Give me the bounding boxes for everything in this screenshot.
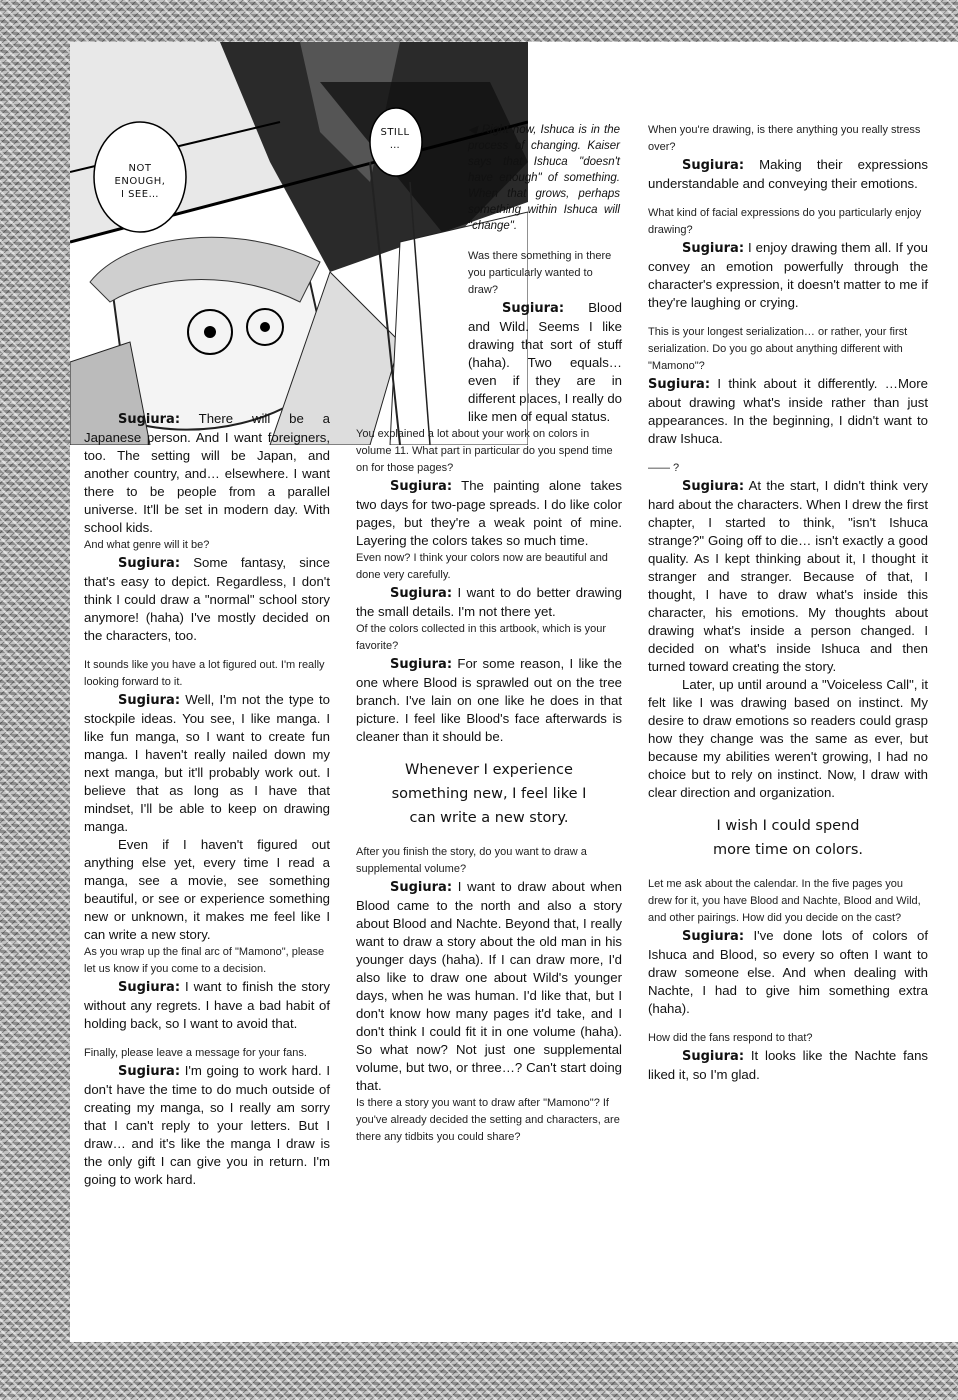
answer-5: Sugiura: I've done lots of colors of Ishuca and Blood, so every so often I want to draw someone else. And when dealing with Nachte, I had to give him something extra (haha). [648, 928, 928, 1016]
question-2: What kind of facial expressions do you particularly enjoy drawing? [648, 207, 922, 236]
speaker-label: Sugiura: [118, 1064, 181, 1079]
speaker-label: Sugiura: [682, 1049, 745, 1064]
answer-3: Sugiura: Well, I'm not the type to stockpile ideas. You see, I like manga. I like fun manga, so I want to create fun manga. I haven't really nailed down my next manga, but it'll probably work out. I believe that as long as I have that mindset, I'll be able to keep on drawing manga. [84, 692, 330, 834]
question-2: You explained a lot about your work on colors in volume 11. What part in particular do you spend time on for those pages? [356, 428, 613, 474]
question-5: Finally, please leave a message for your fans. [84, 1047, 307, 1059]
question-5: After you finish the story, do you want to draw a supplemental volume? [356, 846, 587, 875]
speaker-label: Sugiura: [682, 158, 745, 173]
question-6: How did the fans respond to that? [648, 1032, 813, 1044]
answer-4: Sugiura: At the start, I didn't think very hard about the characters. When I drew the first chapter, I started to think, "isn't Ishuca strange?" Going off to die… isn't exactly a good quality. As I kept thinking about it, I thought it stranger and stranger. Because of that, I thought, I have to draw what's inside this character, his emotions. My thoughts about drawing what's inside a person changed. I decided on what's inside Ishuca and then turned toward creating the story. [648, 478, 929, 674]
answer-2: Sugiura: Some fantasy, since that's easy to depict. Regardless, I don't think I could draw a "normal" school story anymore! (haha) I've mostly decided on the characters, too. [84, 555, 330, 643]
speaker-label: Sugiura: [118, 693, 181, 708]
question-4: —— ? [648, 462, 680, 474]
answer-5: Sugiura: I want to draw about when Blood came to the north and also a story about Blood and Nachte. Beyond that, I really want to draw a story about the old man in his younger days (haha). If I can draw more, I'd also like to draw one about Wild's younger days, when he was human. I'd like that, but I don't know how many pages it'd take, and I don't think I could fit it in one volume (haha). So what now? Not just one supplemental volume, but two, or three…? Can't start doing that. [356, 879, 623, 1093]
column-3 [648, 122, 928, 1084]
answer-3: Sugiura: I want to do better drawing the small details. I'm not there yet. [356, 585, 622, 619]
answer-6: Sugiura: It looks like the Nachte fans liked it, so I'm glad. [648, 1048, 928, 1082]
speaker-label: Sugiura: [682, 929, 745, 944]
speaker-label: Sugiura: [390, 479, 453, 494]
answer-1: Sugiura: There will be a Japanese person. And I want foreigners, too. The setting will be Japan, and another country, and… elsewhere. I want there to be people from a parallel universe. It'll be set in modern day. With school kids. [84, 411, 330, 535]
answer-4: Sugiura: I want to finish the story without any regrets. I have a bad habit of holding back, so I want to avoid that. [84, 979, 330, 1031]
speech-bubble-not-enough: NOT ENOUGH, I SEE… [114, 163, 166, 200]
speaker-label: Sugiura: [682, 479, 745, 494]
speaker-label: Sugiura: [118, 412, 181, 427]
speaker-label: Sugiura: [118, 556, 181, 571]
answer-1: Sugiura: Making their expressions understandable and conveying their emotions. [648, 157, 928, 191]
speaker-label: Sugiura: [390, 657, 453, 672]
question-5: Let me ask about the calendar. In the five pages you drew for it, you have Blood and Nachte, Blood and Wild, and other pairings. How did you decide on the cast? [648, 878, 921, 924]
question-6: Is there a story you want to draw after "Mamono"? If you've already decided the setting and characters, are there any tidbits you could share? [356, 1097, 620, 1143]
question-4: Of the colors collected in this artbook, which is your favorite? [356, 623, 607, 652]
speaker-label: Sugiura: [390, 880, 453, 895]
answer-2: Sugiura: I enjoy drawing them all. If you convey an emotion powerfully through the character's expression, it doesn't matter to me if they're laughing or crying. [648, 240, 928, 310]
section-heading-new-story: Whenever I experience something new, I feel like I can write a new story. [391, 762, 587, 826]
section-heading-colors: I wish I could spend more time on colors. [712, 818, 864, 858]
question-2: And what genre will it be? [84, 539, 210, 551]
speaker-label: Sugiura: [648, 377, 711, 392]
speaker-label: Sugiura: [502, 301, 565, 316]
illustration-caption: ◀ Right now, Ishuca is in the process of changing. Kaiser says that Ishuca "doesn't have enough" of something. When that grows, perhaps something within Ishuca will "change". [468, 124, 620, 232]
answer-4-cont: Later, up until around a "Voiceless Call", it felt like I was drawing based on instinct. My desire to draw emotions so readers could grasp how they change was the same as ever, but because my abilities weren't growing, I had no choice but to rely on instinct. Now, I draw with clear direction and organization. [648, 677, 928, 800]
question-3: It sounds like you have a lot figured out. I'm really looking forward to it. [84, 659, 325, 688]
answer-2: Sugiura: The painting alone takes two days for two-page spreads. I do like color pages, but they're a weak point of mine. Layering the colors takes so much time. [356, 478, 622, 548]
speech-bubble-still: STILL … [380, 127, 410, 151]
speaker-label: Sugiura: [118, 980, 181, 995]
question-1: Was there something in there you particularly wanted to draw? [468, 250, 612, 296]
column-1 [84, 410, 330, 1189]
question-4: As you wrap up the final arc of "Mamono", please let us know if you come to a decision. [84, 946, 325, 975]
column-2-top [468, 248, 622, 299]
answer-5: Sugiura: I'm going to work hard. I don't have the time to do much outside of creating my manga, so I really am sorry that I can't reply to your letters. But I draw… and it's like the manga I draw is the only gift I can give you in return. I'm going to work hard. [84, 1063, 330, 1187]
question-3: Even now? I think your colors now are beautiful and done very carefully. [356, 552, 608, 581]
answer-4: Sugiura: For some reason, I like the one where Blood is sprawled out on the tree branch. I've lain on one like he does in that picture. I feel like Blood's face afterwards is cleaner than it should be. [356, 656, 622, 744]
interview-page [70, 42, 958, 1342]
column-2 [356, 248, 622, 1146]
answer-3: Sugiura: I think about it differently. …More about drawing what's inside rather than just appearances. In the beginning, I didn't want to draw Ishuca. [648, 376, 928, 446]
question-3: This is your longest serialization… or rather, your first serialization. Do you go about anything different with "Mamono"? [648, 326, 908, 372]
speaker-label: Sugiura: [682, 241, 745, 256]
answer-1: Sugiura: Blood and Wild. Seems I like drawing that sort of stuff (haha). Two equals… even if they are in different places, I really do like men of equal status. [468, 300, 622, 424]
question-1: When you're drawing, is there anything you really stress over? [648, 124, 921, 153]
speaker-label: Sugiura: [390, 586, 453, 601]
answer-3-cont: Even if I haven't figured out anything else yet, every time I read a manga, see a movie, see something beautiful, or see or experience something new or unknown, it makes me feel like I can write a new story. [84, 837, 330, 942]
